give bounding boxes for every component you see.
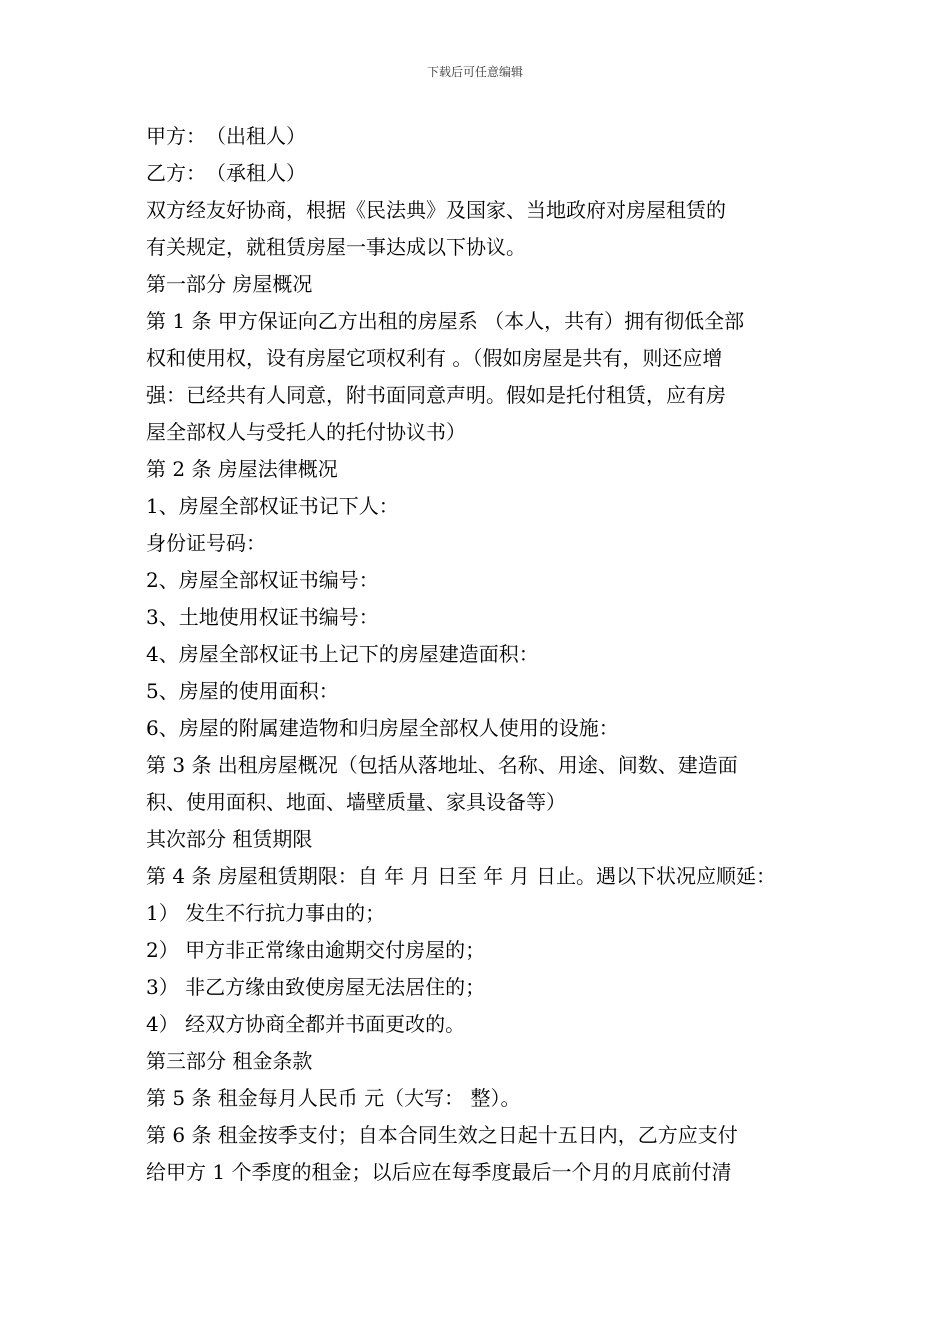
article-4-item-1: 1） 发生不行抗力事由的； (146, 901, 386, 925)
intro-line-2: 有关规定，就租赁房屋一事达成以下协议。 (146, 235, 526, 259)
article-2-item-5: 5、房屋的使用面积： (146, 679, 339, 703)
intro-line-1: 双方经友好协商，根据《民法典》及国家、当地政府对房屋租赁的 (146, 198, 726, 222)
article-1-line-1: 第 1 条 甲方保证向乙方出租的房屋系 （本人，共有）拥有彻低全部 (146, 309, 745, 333)
party-a-line: 甲方： （出租人） (146, 124, 306, 148)
article-2-heading: 第 2 条 房屋法律概况 (146, 457, 338, 481)
article-5-line: 第 5 条 租金每月人民币 元（大写： 整）。 (146, 1086, 521, 1110)
article-2-item-6: 6、房屋的附属建造物和归房屋全部权人使用的设施： (146, 716, 619, 740)
article-3-line-2: 积、使用面积、地面、墙壁质量、家具设备等） (146, 790, 566, 814)
article-6-line-2: 给甲方 1 个季度的租金；以后应在每季度最后一个月的月底前付清 (146, 1160, 732, 1184)
section-1-heading: 第一部分 房屋概况 (146, 272, 313, 296)
page-header: 下载后可任意编辑 (426, 65, 523, 79)
section-3-heading: 第三部分 租金条款 (146, 1049, 313, 1073)
article-2-item-4: 4、房屋全部权证书上记下的房屋建造面积： (146, 642, 539, 666)
article-2-id-number: 身份证号码： (146, 531, 266, 555)
article-2-item-3: 3、土地使用权证书编号： (146, 605, 379, 629)
article-1-line-4: 屋全部权人与受托人的托付协议书） (146, 420, 466, 444)
article-4-line: 第 4 条 房屋租赁期限：自 年 月 日至 年 月 日止。遇以下状况应顺延： (146, 864, 776, 888)
article-4-item-4: 4） 经双方协商全都并书面更改的。 (146, 1012, 466, 1036)
article-4-item-2: 2） 甲方非正常缘由逾期交付房屋的； (146, 938, 486, 962)
article-6-line-1: 第 6 条 租金按季支付；自本合同生效之日起十五日内，乙方应支付 (146, 1123, 738, 1147)
document-body (146, 118, 812, 1191)
article-1-line-2: 权和使用权，设有房屋它项权利有 。（假如房屋是共有，则还应增 (146, 346, 723, 370)
party-b-line: 乙方： （承租人） (146, 161, 306, 185)
article-3-line-1: 第 3 条 出租房屋概况（包括从落地址、名称、用途、间数、建造面 (146, 753, 738, 777)
article-4-item-3: 3） 非乙方缘由致使房屋无法居住的； (146, 975, 486, 999)
section-2-heading: 其次部分 租赁期限 (146, 827, 313, 851)
article-2-item-1: 1、房屋全部权证书记下人： (146, 494, 399, 518)
article-2-item-2: 2、房屋全部权证书编号： (146, 568, 379, 592)
article-1-line-3: 强：已经共有人同意，附书面同意声明。假如是托付租赁，应有房 (146, 383, 726, 407)
